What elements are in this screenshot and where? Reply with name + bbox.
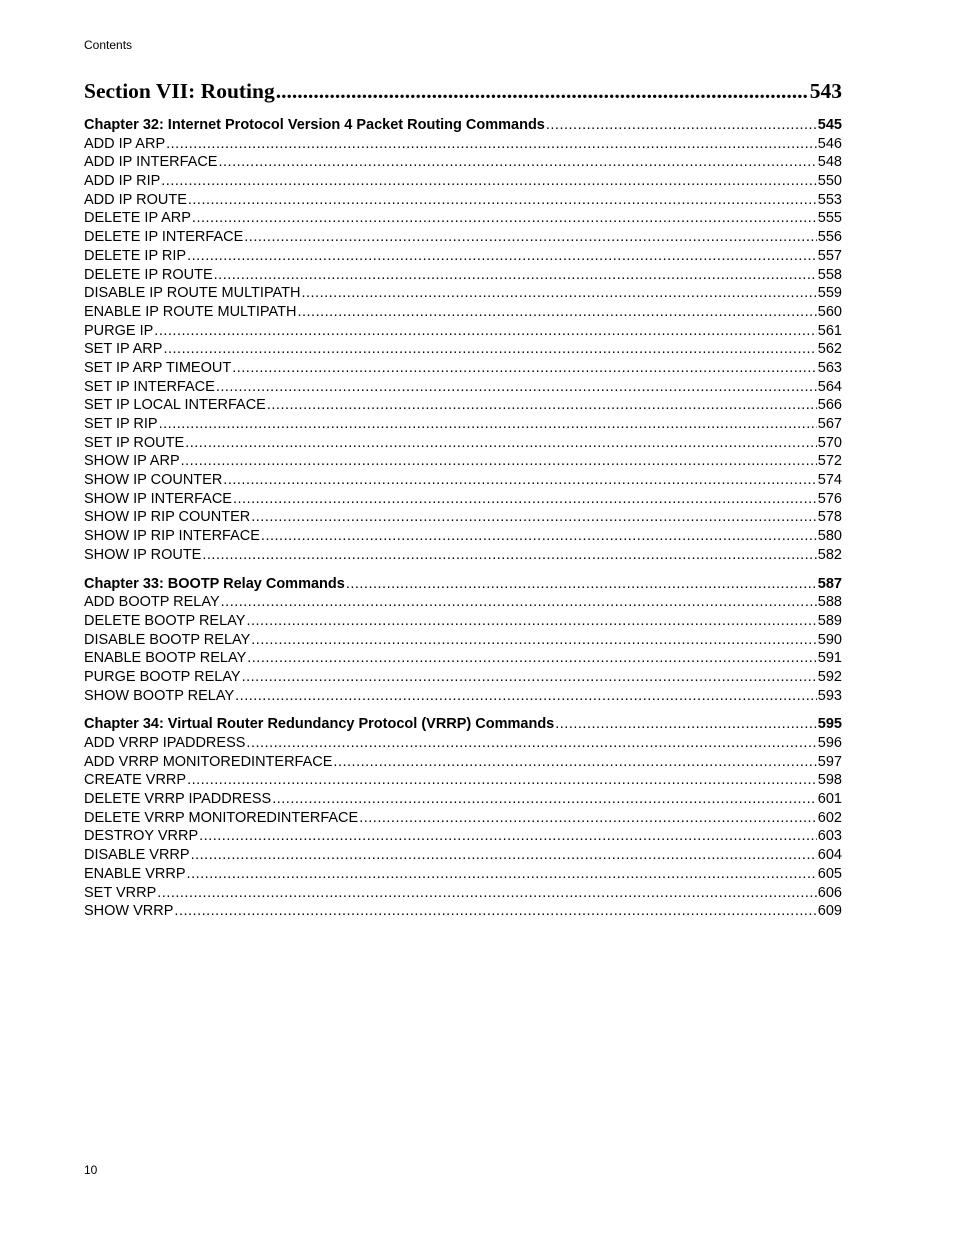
dot-leader (187, 771, 817, 790)
toc-entry-label: SHOW IP ROUTE (84, 546, 202, 563)
toc-entry-label: ADD VRRP MONITOREDINTERFACE (84, 753, 333, 770)
toc-entry-label: DELETE IP ROUTE (84, 266, 213, 283)
dot-leader (246, 612, 816, 631)
dot-leader (159, 415, 817, 434)
toc-entry-label: SHOW BOOTP RELAY (84, 687, 235, 704)
toc-entry[interactable] (84, 612, 842, 631)
toc-entry[interactable] (84, 303, 842, 322)
dot-leader (181, 452, 817, 471)
toc-entry-page-number: 572 (817, 453, 842, 470)
toc-entry[interactable] (84, 471, 842, 490)
toc-chapter-entry[interactable] (84, 575, 842, 594)
toc-entry[interactable] (84, 631, 842, 650)
toc-entry-label: SET VRRP (84, 884, 157, 901)
toc-entry-label: SHOW VRRP (84, 903, 174, 920)
toc-entry[interactable] (84, 415, 842, 434)
toc-entry[interactable] (84, 452, 842, 471)
dot-leader (199, 827, 817, 846)
toc-entry[interactable] (84, 284, 842, 303)
chapter-title: Chapter 34: Virtual Router Redundancy Protocol (VRRP) Commands (84, 716, 555, 733)
toc-entry-label: DELETE VRRP MONITOREDINTERFACE (84, 809, 359, 826)
toc-entry[interactable] (84, 209, 842, 228)
toc-entry-page-number: 588 (817, 594, 842, 611)
dot-leader (244, 228, 817, 247)
toc-entry-label: DISABLE IP ROUTE MULTIPATH (84, 285, 301, 302)
toc-entry[interactable] (84, 396, 842, 415)
page-number: 10 (84, 1163, 98, 1177)
chapter-page-number: 545 (817, 117, 842, 133)
toc-entry[interactable] (84, 490, 842, 509)
toc-entry-page-number: 559 (817, 285, 842, 302)
toc-entry[interactable] (84, 340, 842, 359)
toc-chapter-entry[interactable] (84, 715, 842, 734)
toc-entry-label: SHOW IP RIP COUNTER (84, 509, 251, 526)
dot-leader (297, 303, 816, 322)
toc-entry-page-number: 590 (817, 631, 842, 648)
toc-entry-label: SHOW IP COUNTER (84, 472, 223, 489)
dot-leader (546, 116, 817, 135)
toc-entry[interactable] (84, 753, 842, 772)
dot-leader (154, 322, 817, 341)
toc-section-entry[interactable] (84, 77, 842, 105)
toc-entry-page-number: 548 (817, 154, 842, 171)
toc-entry[interactable] (84, 668, 842, 687)
dot-leader (161, 172, 817, 191)
section-page-number: 543 (809, 79, 842, 103)
dot-leader (221, 593, 817, 612)
toc-entry-page-number: 592 (817, 668, 842, 685)
dot-leader (202, 546, 816, 565)
dot-leader (163, 340, 816, 359)
dot-leader (166, 135, 817, 154)
toc-entry-label: DELETE IP ARP (84, 210, 191, 227)
dot-leader (333, 753, 816, 772)
toc-entry-label: DISABLE VRRP (84, 847, 190, 864)
toc-entry-label: DELETE IP INTERFACE (84, 229, 244, 246)
toc-entry[interactable] (84, 135, 842, 154)
dot-leader (261, 527, 817, 546)
toc-entry-label: DISABLE BOOTP RELAY (84, 631, 251, 648)
dot-leader (247, 649, 817, 668)
dot-leader (301, 284, 816, 303)
dot-leader (359, 809, 817, 828)
section-title: Section VII: Routing (84, 79, 275, 103)
dot-leader (242, 668, 817, 687)
toc-entry-page-number: 557 (817, 247, 842, 264)
dot-leader (233, 490, 817, 509)
toc-entry-page-number: 593 (817, 687, 842, 704)
toc-entry-page-number: 606 (817, 884, 842, 901)
dot-leader (223, 471, 817, 490)
toc-entry-page-number: 576 (817, 490, 842, 507)
toc-entry[interactable] (84, 527, 842, 546)
toc-entry-page-number: 601 (817, 791, 842, 808)
dot-leader (251, 508, 817, 527)
toc-entry-page-number: 561 (817, 322, 842, 339)
toc-entry[interactable] (84, 687, 842, 706)
toc-entry-page-number: 596 (817, 735, 842, 751)
chapter-block (84, 575, 842, 706)
toc-entry-page-number: 546 (817, 135, 842, 152)
toc-entry-page-number: 598 (817, 772, 842, 789)
toc-entry[interactable] (84, 359, 842, 378)
toc-entry-label: SET IP ARP (84, 341, 163, 358)
toc-entry-page-number: 582 (817, 546, 842, 563)
toc-entry[interactable] (84, 884, 842, 903)
toc-entry[interactable] (84, 809, 842, 828)
dot-leader (216, 378, 817, 397)
toc-chapter-entry[interactable] (84, 116, 842, 135)
toc-entry[interactable] (84, 790, 842, 809)
toc-entry-page-number: 558 (817, 266, 842, 283)
toc-entry[interactable] (84, 771, 842, 790)
toc-entry-label: DELETE BOOTP RELAY (84, 612, 246, 629)
toc-entry-page-number: 603 (817, 828, 842, 845)
toc-entry[interactable] (84, 902, 842, 921)
chapter-page-number: 587 (817, 575, 842, 592)
toc-entry-label: SET IP ROUTE (84, 434, 185, 451)
dot-leader (191, 846, 817, 865)
toc-entry[interactable] (84, 266, 842, 285)
toc-entry-page-number: 574 (817, 472, 842, 489)
toc-entry-page-number: 566 (817, 397, 842, 414)
dot-leader (346, 575, 817, 594)
toc-entry-label: SHOW IP INTERFACE (84, 490, 232, 507)
toc-entry-page-number: 605 (817, 865, 842, 882)
dot-leader (218, 153, 816, 172)
toc-entry-label: SET IP INTERFACE (84, 378, 215, 395)
toc-entry[interactable] (84, 378, 842, 397)
chapter-block (84, 116, 842, 565)
toc-entry[interactable] (84, 593, 842, 612)
toc-entry-page-number: 553 (817, 191, 842, 208)
toc-entry-label: SHOW IP ARP (84, 453, 180, 470)
toc-entry[interactable] (84, 247, 842, 266)
toc-entry-page-number: 580 (817, 528, 842, 545)
toc-entry-page-number: 550 (817, 173, 842, 190)
toc-entry-page-number: 604 (817, 847, 842, 864)
toc-entry[interactable] (84, 649, 842, 668)
toc-entry-page-number: 556 (817, 229, 842, 246)
toc-entry[interactable] (84, 322, 842, 341)
toc-entry[interactable] (84, 434, 842, 453)
toc-entry-page-number: 609 (817, 903, 842, 920)
toc-entry-label: ADD IP INTERFACE (84, 154, 218, 171)
toc-entry[interactable] (84, 153, 842, 172)
toc-entry-page-number: 562 (817, 341, 842, 358)
toc-entry-label: ENABLE BOOTP RELAY (84, 650, 247, 667)
dot-leader (185, 434, 817, 453)
toc-entry-label: PURGE BOOTP RELAY (84, 668, 241, 685)
toc-entry[interactable] (84, 172, 842, 191)
dot-leader (157, 884, 817, 903)
toc-entry-page-number: 591 (817, 650, 842, 667)
toc-entry[interactable] (84, 865, 842, 884)
chapter-list (84, 116, 842, 921)
dot-leader (251, 631, 817, 650)
dot-leader (174, 902, 816, 921)
toc-entry-label: SET IP ARP TIMEOUT (84, 359, 232, 376)
dot-leader (272, 790, 817, 809)
dot-leader (232, 359, 817, 378)
toc-entry-label: ENABLE VRRP (84, 865, 186, 882)
dot-leader (214, 266, 817, 285)
toc-entry-label: ADD VRRP IPADDRESS (84, 735, 246, 751)
toc-entry-page-number: 563 (817, 359, 842, 376)
toc-entry-page-number: 570 (817, 434, 842, 451)
dot-leader (235, 687, 817, 706)
dot-leader (187, 865, 817, 884)
toc-entry-label: SET IP LOCAL INTERFACE (84, 397, 266, 414)
toc-entry-label: ENABLE IP ROUTE MULTIPATH (84, 303, 297, 320)
toc-entry[interactable] (84, 508, 842, 527)
toc-entry-label: CREATE VRRP (84, 772, 187, 789)
toc-entry-page-number: 589 (817, 612, 842, 629)
dot-leader (188, 191, 817, 210)
toc-entry-page-number: 555 (817, 210, 842, 227)
chapter-title: Chapter 32: Internet Protocol Version 4 Packet Routing Commands (84, 117, 545, 133)
running-header: Contents (84, 38, 133, 52)
toc-entry-label: DESTROY VRRP (84, 828, 199, 845)
toc-entry[interactable] (84, 228, 842, 247)
dot-leader (246, 734, 816, 753)
toc-entry-page-number: 602 (817, 809, 842, 826)
table-of-contents (84, 77, 842, 931)
toc-entry-page-number: 560 (817, 303, 842, 320)
toc-entry[interactable] (84, 846, 842, 865)
dot-leader (267, 396, 817, 415)
toc-entry-label: PURGE IP (84, 322, 154, 339)
toc-entry-label: SET IP RIP (84, 416, 158, 432)
toc-entry-page-number: 578 (817, 509, 842, 526)
toc-entry-label: SHOW IP RIP INTERFACE (84, 528, 260, 545)
toc-entry-label: DELETE IP RIP (84, 247, 187, 264)
toc-entry-label: ADD IP RIP (84, 173, 161, 190)
chapter-page-number: 595 (817, 716, 842, 733)
toc-entry-label: ADD IP ROUTE (84, 191, 187, 208)
toc-entry-page-number: 597 (817, 753, 842, 770)
toc-entry[interactable] (84, 827, 842, 846)
toc-entry-label: DELETE VRRP IPADDRESS (84, 791, 272, 808)
toc-entry[interactable] (84, 546, 842, 565)
dot-leader (555, 715, 817, 734)
toc-entry-label: ADD BOOTP RELAY (84, 594, 220, 611)
toc-entry-label: ADD IP ARP (84, 135, 166, 152)
dot-leader (187, 247, 817, 266)
toc-entry-page-number: 564 (817, 378, 842, 395)
toc-entry-page-number: 567 (817, 416, 842, 432)
dot-leader (192, 209, 817, 228)
dot-leader (276, 77, 809, 105)
toc-entry[interactable] (84, 191, 842, 210)
toc-entry[interactable] (84, 734, 842, 753)
chapter-block (84, 715, 842, 921)
chapter-title: Chapter 33: BOOTP Relay Commands (84, 575, 345, 592)
